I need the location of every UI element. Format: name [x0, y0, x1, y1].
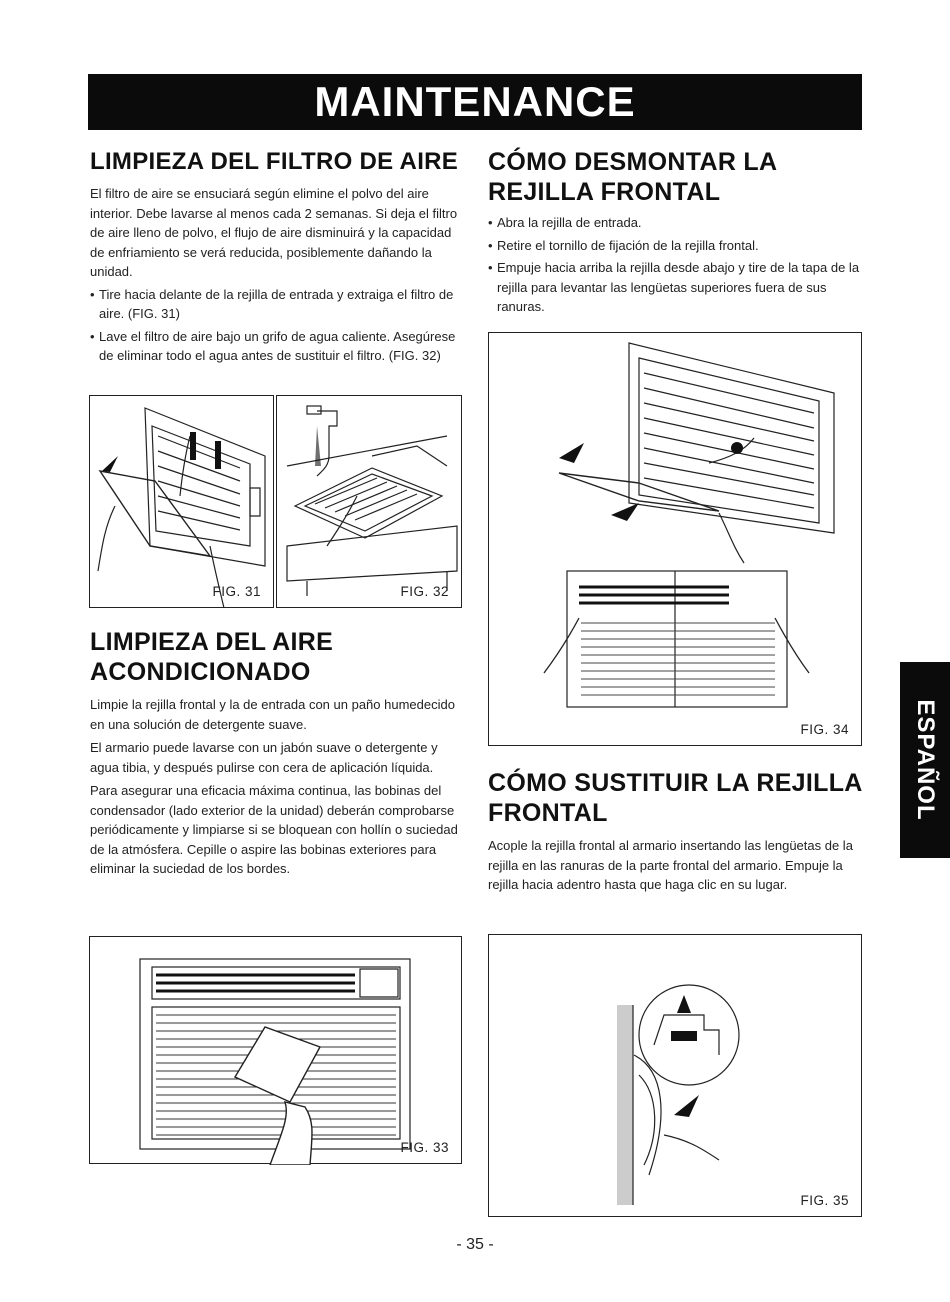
figure-33	[89, 936, 462, 1164]
page-number: - 35 -	[456, 1236, 494, 1253]
heading-line: CÓMO DESMONTAR LA	[488, 148, 778, 176]
heading-replace-grille	[488, 768, 864, 828]
figure-34	[488, 332, 862, 746]
filter-removal-illustration	[90, 396, 275, 609]
air-filter-steps	[90, 285, 462, 366]
unit-cleaning-p2: El armario puede lavarse con un jabón suave o detergente y agua tibia, y después pulirse con cera de aplicación líquida.	[90, 740, 438, 775]
heading-remove-grille	[488, 147, 864, 207]
heading-air-filter: LIMPIEZA DEL FILTRO DE AIRE	[90, 148, 459, 175]
figure-35	[488, 934, 862, 1217]
remove-grille-steps	[488, 213, 864, 317]
heading-line: FRONTAL	[488, 799, 608, 827]
heading-line: CÓMO SUSTITUIR LA REJILLA	[488, 769, 863, 797]
figure-35-caption: FIG. 35	[800, 1193, 849, 1208]
language-tab-label: ESPAÑOL	[912, 699, 939, 821]
grille-attach-illustration	[489, 935, 863, 1218]
section-unit-cleaning	[90, 627, 462, 879]
figure-32-caption: FIG. 32	[400, 584, 449, 599]
replace-grille-p1: Acople la rejilla frontal al armario insertando las lengüetas de la rejilla en las ranuras de la parte frontal del armario. Empuje la rejilla hacia adentro hasta que haga clic en su lugar.	[488, 838, 853, 892]
heading-line: LIMPIEZA DEL AIRE	[90, 628, 334, 656]
figure-32	[276, 395, 462, 608]
air-filter-intro: El filtro de aire se ensuciará según elimine el polvo del aire interior. Debe lavarse al menos cada 2 semanas. Si deja el filtro de aire lleno de polvo, el flujo de aire disminuirá y la capacidad de enfriamiento se verá reducida, posiblemente dañando la unidad.	[90, 186, 458, 279]
heading-line: REJILLA FRONTAL	[488, 178, 721, 206]
grille-wiping-illustration	[90, 937, 463, 1165]
unit-cleaning-p1: Limpie la rejilla frontal y la de entrada con un paño humedecido en una solución de detergente suave.	[90, 697, 455, 732]
language-tab	[900, 662, 950, 858]
filter-washing-illustration	[277, 396, 463, 609]
figure-34-caption: FIG. 34	[800, 722, 849, 737]
list-item: • Empuje hacia arriba la rejilla desde abajo y tire de la tapa de la rejilla para levantar las lengüetas superiores fuera de sus ranuras.	[488, 258, 864, 317]
unit-cleaning-p3: Para asegurar una eficacia máxima continua, las bobinas del condensador (lado exterior de la unidad) deberán comprobarse periódicamente y limpiarse si se bloquean con hollín o suciedad de la atmósfera. Cepille o aspire las bobinas exteriores para eliminar la suciedad de los bordes.	[90, 783, 458, 876]
section-banner: MAINTENANCE	[88, 74, 862, 130]
list-item: • Retire el tornillo de fijación de la rejilla frontal.	[488, 236, 864, 256]
grille-removal-illustration	[489, 333, 863, 747]
figure-31	[89, 395, 274, 608]
figure-31-caption: FIG. 31	[212, 584, 261, 599]
heading-line: ACONDICIONADO	[90, 658, 311, 686]
heading-unit-cleaning	[90, 627, 462, 687]
list-item: • Lave el filtro de aire bajo un grifo de agua caliente. Asegúrese de eliminar todo el agua antes de sustituir el filtro. (FIG. 32)	[90, 327, 462, 366]
section-replace-grille	[488, 768, 864, 895]
section-air-filter	[90, 147, 462, 366]
list-item: • Tire hacia delante de la rejilla de entrada y extraiga el filtro de aire. (FIG. 31)	[90, 285, 462, 324]
list-item: • Abra la rejilla de entrada.	[488, 213, 864, 233]
figure-33-caption: FIG. 33	[400, 1140, 449, 1155]
section-remove-grille	[488, 147, 864, 317]
